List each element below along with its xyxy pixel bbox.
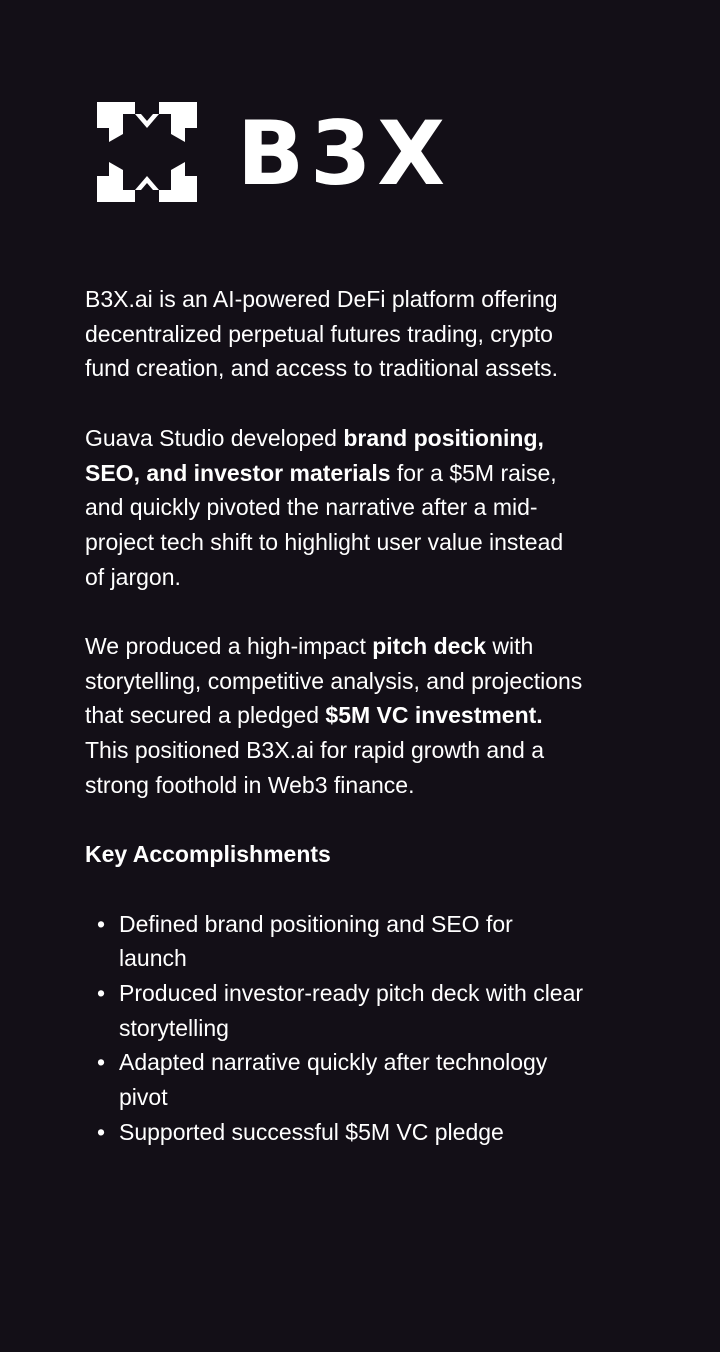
list-item-text: Defined brand positioning and SEO for launch <box>119 910 513 972</box>
b3x-logo-icon <box>97 102 197 202</box>
list-item <box>85 907 585 976</box>
accomplishments-list <box>85 907 585 1150</box>
list-item <box>85 976 585 1045</box>
bullet-icon: • <box>97 910 106 937</box>
services-text-end: for a $5M raise, and quickly pivoted the narrative after a mid-project tech shift to highlight user value instead of jargon. <box>85 459 564 590</box>
intro-text: B3X.ai is an AI-powered DeFi platform offering decentralized perpetual futures trading, crypto fund creation, and access to traditional assets. <box>85 286 559 382</box>
accomplishments-heading: Key Accomplishments <box>85 841 331 868</box>
results-text-start: We produced a high-impact <box>85 633 373 659</box>
results-text-end: This positioned B3X.ai for rapid growth and a strong foothold in Web3 finance. <box>85 737 544 798</box>
pitch-deck-highlight: pitch deck <box>372 633 486 659</box>
list-item <box>85 1115 585 1150</box>
intro-paragraph <box>85 282 585 386</box>
bullet-icon: • <box>97 980 106 1006</box>
services-text-start: Guava Studio developed <box>85 424 344 451</box>
description <box>85 282 585 1150</box>
logo-wordmark: B3X <box>237 102 452 205</box>
list-item <box>85 1045 585 1114</box>
results-text-middle: with storytelling, competitive analysis, and projections that secured a pledged <box>85 633 583 729</box>
list-item-text: Produced investor-ready pitch deck with clear storytelling <box>119 980 584 1041</box>
results-paragraph <box>85 629 585 803</box>
bullet-icon: • <box>97 1118 106 1145</box>
services-highlight: brand positioning, SEO, and investor materials <box>85 424 544 486</box>
list-item-text: Supported successful $5M VC pledge <box>119 1118 504 1145</box>
investment-highlight: $5M VC investment. <box>325 702 543 729</box>
bullet-icon: • <box>97 1049 106 1076</box>
logo <box>97 102 452 205</box>
services-paragraph <box>85 421 585 595</box>
list-item-text: Adapted narrative quickly after technology pivot <box>119 1049 548 1111</box>
